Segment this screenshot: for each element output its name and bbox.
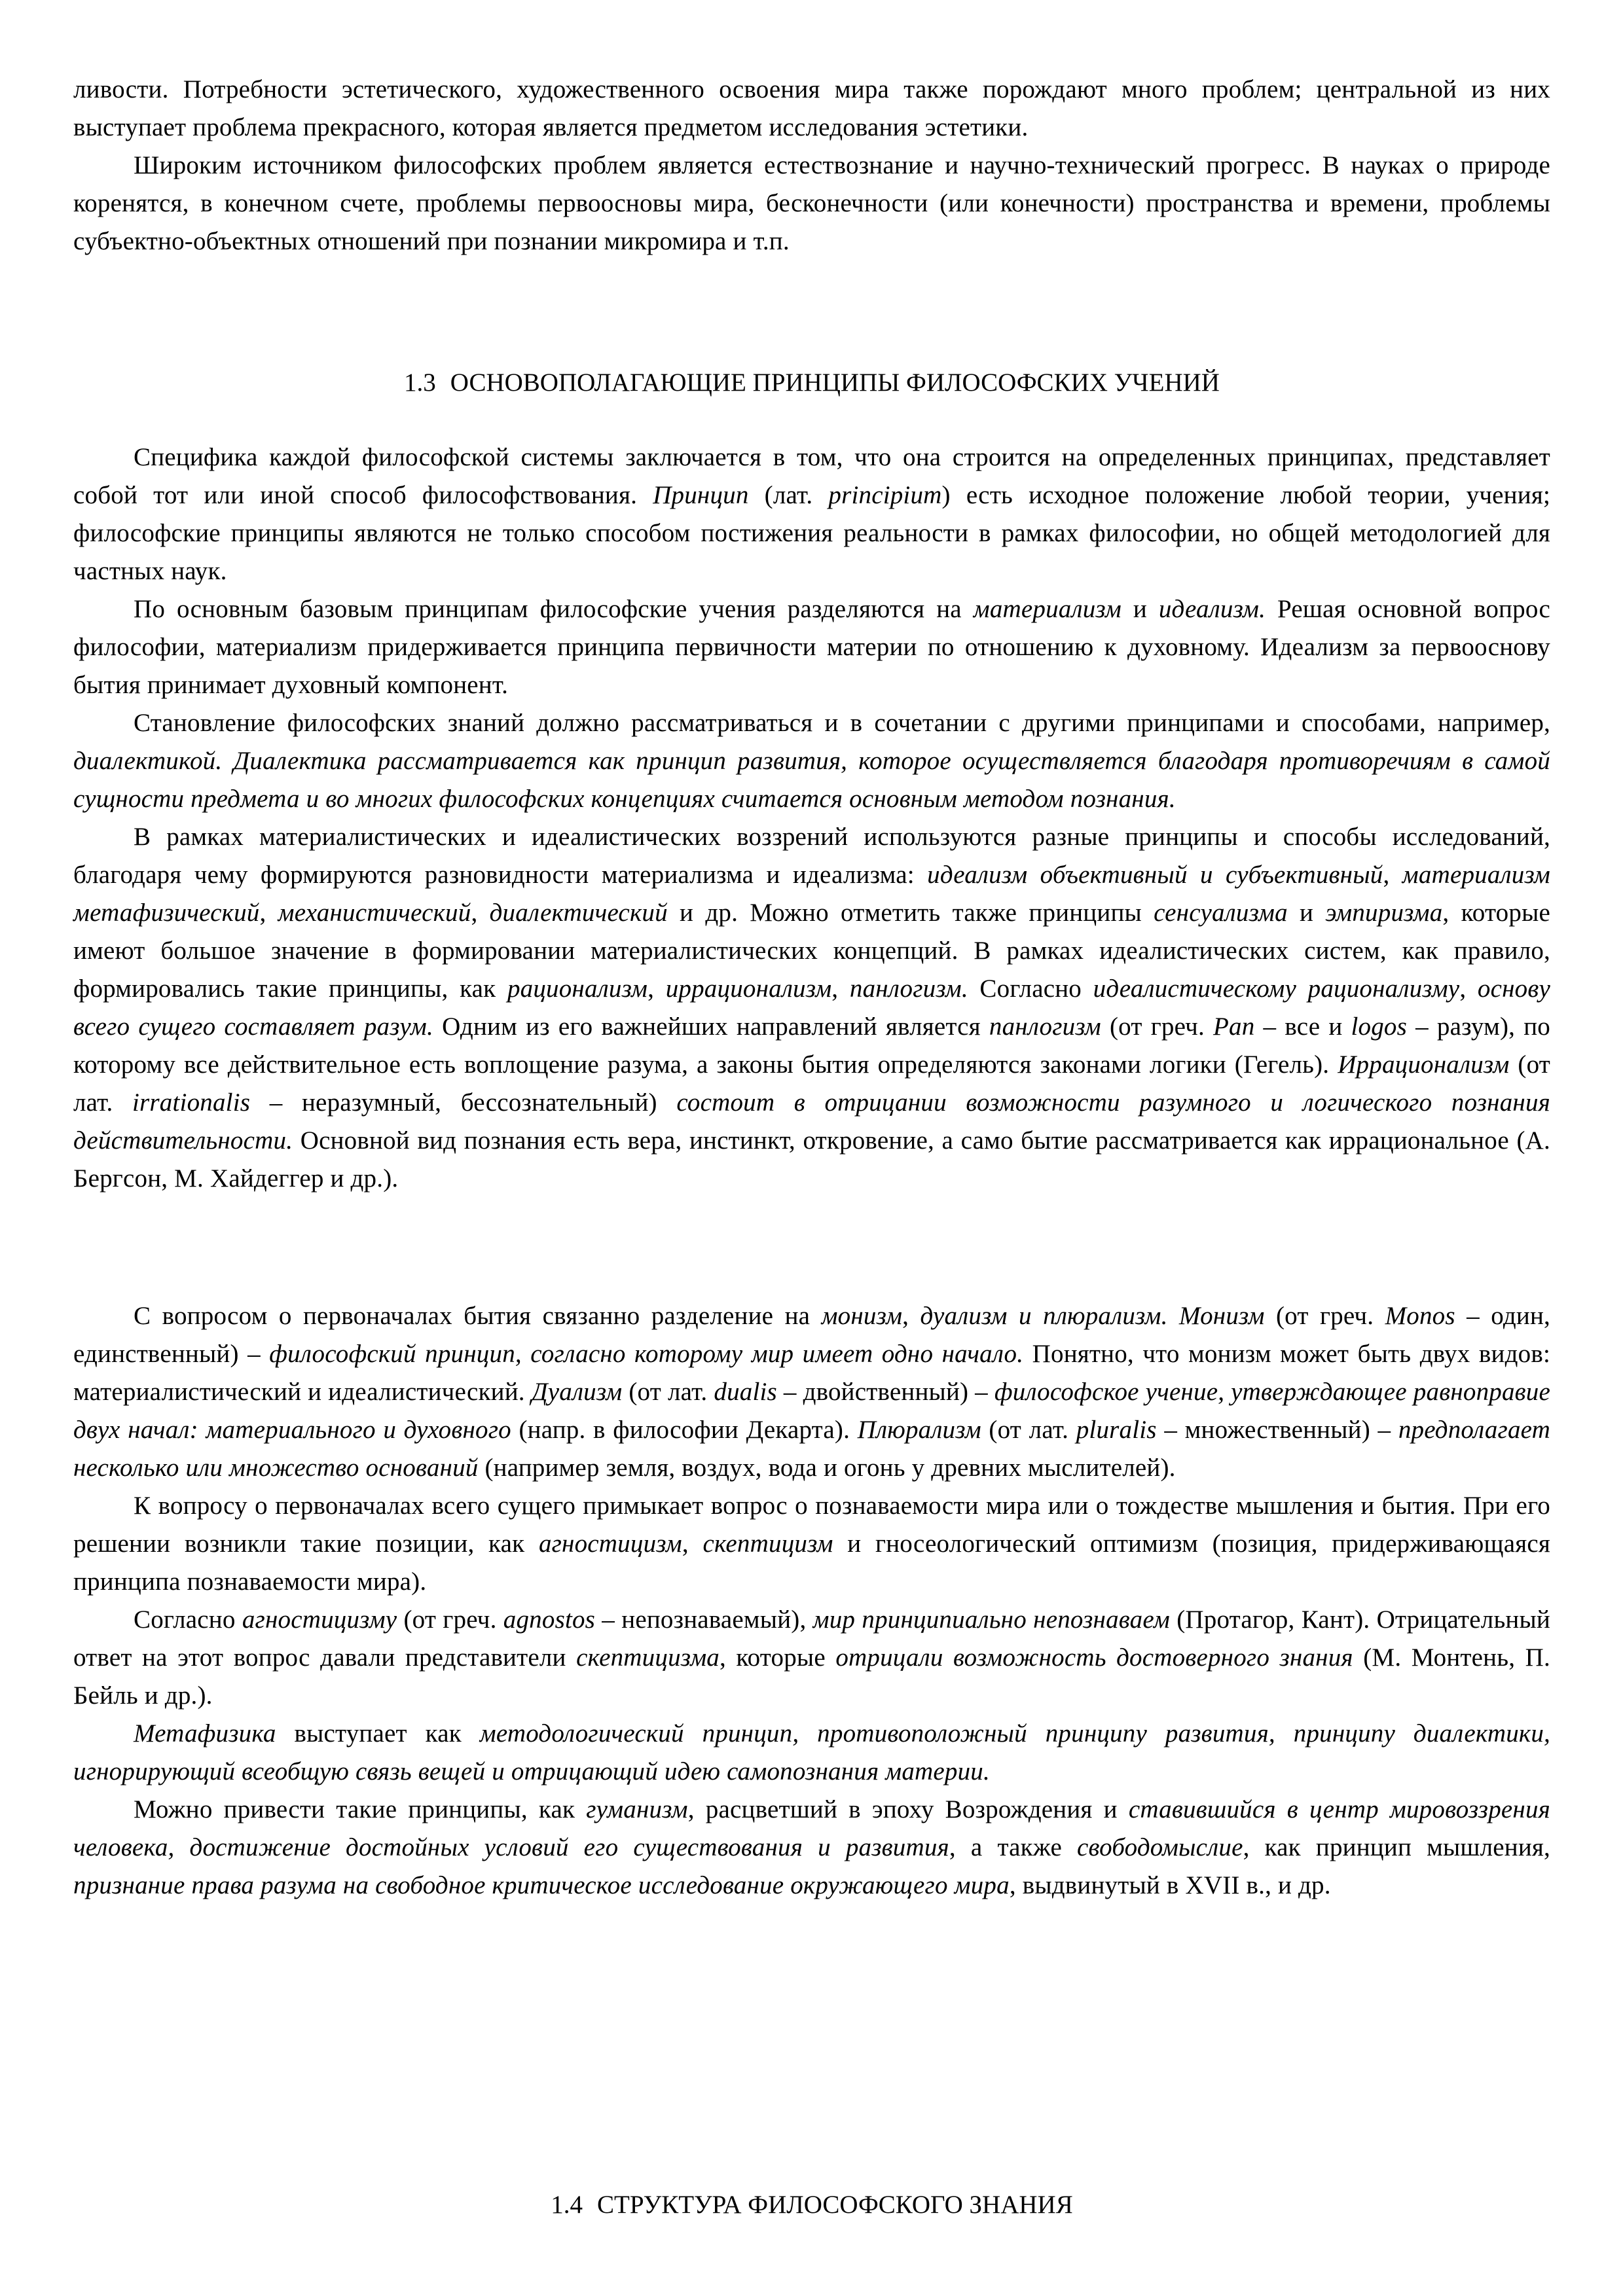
paragraph-metaphysics: Метафизика выступает как методологический принцип, противоположный принципу развития, принципу диалектики, игнорирующий всеобщую связь вещей и отрицающий идею самопознания материи. bbox=[73, 1719, 1550, 1785]
section-title: СТРУКТУРА ФИЛОСОФСКОГО ЗНАНИЯ bbox=[597, 2191, 1073, 2219]
section-number: 1.4 bbox=[551, 2191, 583, 2219]
section-heading-1-4 bbox=[73, 2186, 1550, 2224]
paragraph-continuation: ливости. Потребности эстетического, художественного освоения мира также порождают много проблем; центральной из них выступает проблема прекрасного, которая является предметом исследования эстетики. bbox=[73, 75, 1550, 141]
paragraph-principles-intro: Специфика каждой философской системы заключается в том, что она строится на определенных принципах, представляет собой тот или иной способ философствования. Принцип (лат. principium) есть исходное положение любой теории, учения; философские принципы являются не только способом постижения реальности в рамках философии, но общей методологией для частных наук. bbox=[73, 443, 1550, 585]
paragraph-cognizability: К вопросу о первоначалах всего сущего примыкает вопрос о познаваемости мира или о тождестве мышления и бытия. При его решении возникли такие позиции, как агностицизм, скептицизм и гносеологический оптимизм (позиция, придерживающаяся принципа познаваемости мира). bbox=[73, 1492, 1550, 1596]
section-1-3-body bbox=[73, 439, 1550, 1198]
paragraph-agnosticism: Согласно агностицизму (от греч. agnostos – непознаваемый), мир принципиально непознаваем (Протагор, Кант). Отрицательный ответ на этот вопрос давали представители скептицизма, которые отрицали возможность достоверного знания (М. Монтень, П. Бейль и др.). bbox=[73, 1605, 1550, 1710]
paragraph-natural-science: Широким источником философских проблем является естествознание и научно-технический прогресс. В науках о природе коренятся, в конечном счете, проблемы первоосновы мира, бесконечности (или конечности) пространства и времени, проблемы субъектно-объектных отношений при познании микромира и т.п. bbox=[73, 151, 1550, 255]
paragraph-varieties: В рамках материалистических и идеалистических воззрений используются разные принципы и способы исследований, благодаря чему формируются разновидности материализма и идеализма: идеализм объективный и субъективный, материализм метафизический, механистический, диалектический и др. Можно отметить также принципы сенсуализма и эмпиризма, которые имеют большое значение в формировании материалистических концепций. В рамках идеалистических систем, как правило, формировались такие принципы, как рационализм, иррационализм, панлогизм. Согласно идеалистическому рационализму, основу всего сущего составляет разум. Одним из его важнейших направлений является панлогизм (от греч. Pan – все и logos – разум), по которому все действительное есть воплощение разума, а законы бытия определяются законами логики (Гегель). Иррационализм (от лат. irrationalis – неразумный, бессознательный) состоит в отрицании возможности разумного и логического познания действительности. Основной вид познания есть вера, инстинкт, откровение, а само бытие рассматривается как иррациональное (А. Бергсон, М. Хайдеггер и др.). bbox=[73, 823, 1551, 1193]
paragraph-humanism: Можно привести такие принципы, как гуманизм, расцветший в эпоху Возрождения и ставившийся в центр мировоззрения человека, достижение достойных условий его существования и развития, а также свободомыслие, как принцип мышления, признание права разума на свободное критическое исследование окружающего мира, выдвинутый в XVII в., и др. bbox=[73, 1795, 1550, 1899]
intro-text-block bbox=[73, 71, 1550, 260]
section-1-3-body-part2 bbox=[73, 1297, 1550, 1905]
section-heading-1-3 bbox=[73, 364, 1550, 402]
paragraph-dialectics: Становление философских знаний должно рассматриваться и в сочетании с другими принципами и способами, например, диалектикой. Диалектика рассматривается как принцип развития, которое осуществляется благодаря противоречиям в самой сущности предмета и во многих философских концепциях считается основным методом познания. bbox=[73, 709, 1550, 813]
section-number: 1.3 bbox=[404, 368, 436, 397]
section-title: ОСНОВОПОЛАГАЮЩИЕ ПРИНЦИПЫ ФИЛОСОФСКИХ УЧЕНИЙ bbox=[450, 368, 1220, 397]
paragraph-materialism-idealism: По основным базовым принципам философские учения разделяются на материализм и идеализм. Решая основной вопрос философии, материализм придерживается принципа первичности материи по отношению к духовному. Идеализм за первооснову бытия принимает духовный компонент. bbox=[73, 595, 1550, 699]
paragraph-monism-dualism: С вопросом о первоначалах бытия связанно разделение на монизм, дуализм и плюрализм. Монизм (от греч. Monos – один, единственный) – философский принцип, согласно которому мир имеет одно начало. Понятно, что монизм может быть двух видов: материалистический и идеалистический. Дуализм (от лат. dualis – двойственный) – философское учение, утверждающее равноправие двух начал: материального и духовного (напр. в философии Декарта). Плюрализм (от лат. pluralis – множественный) – предполагает несколько или множество оснований (например земля, воздух, вода и огонь у древних мыслителей). bbox=[73, 1302, 1551, 1482]
